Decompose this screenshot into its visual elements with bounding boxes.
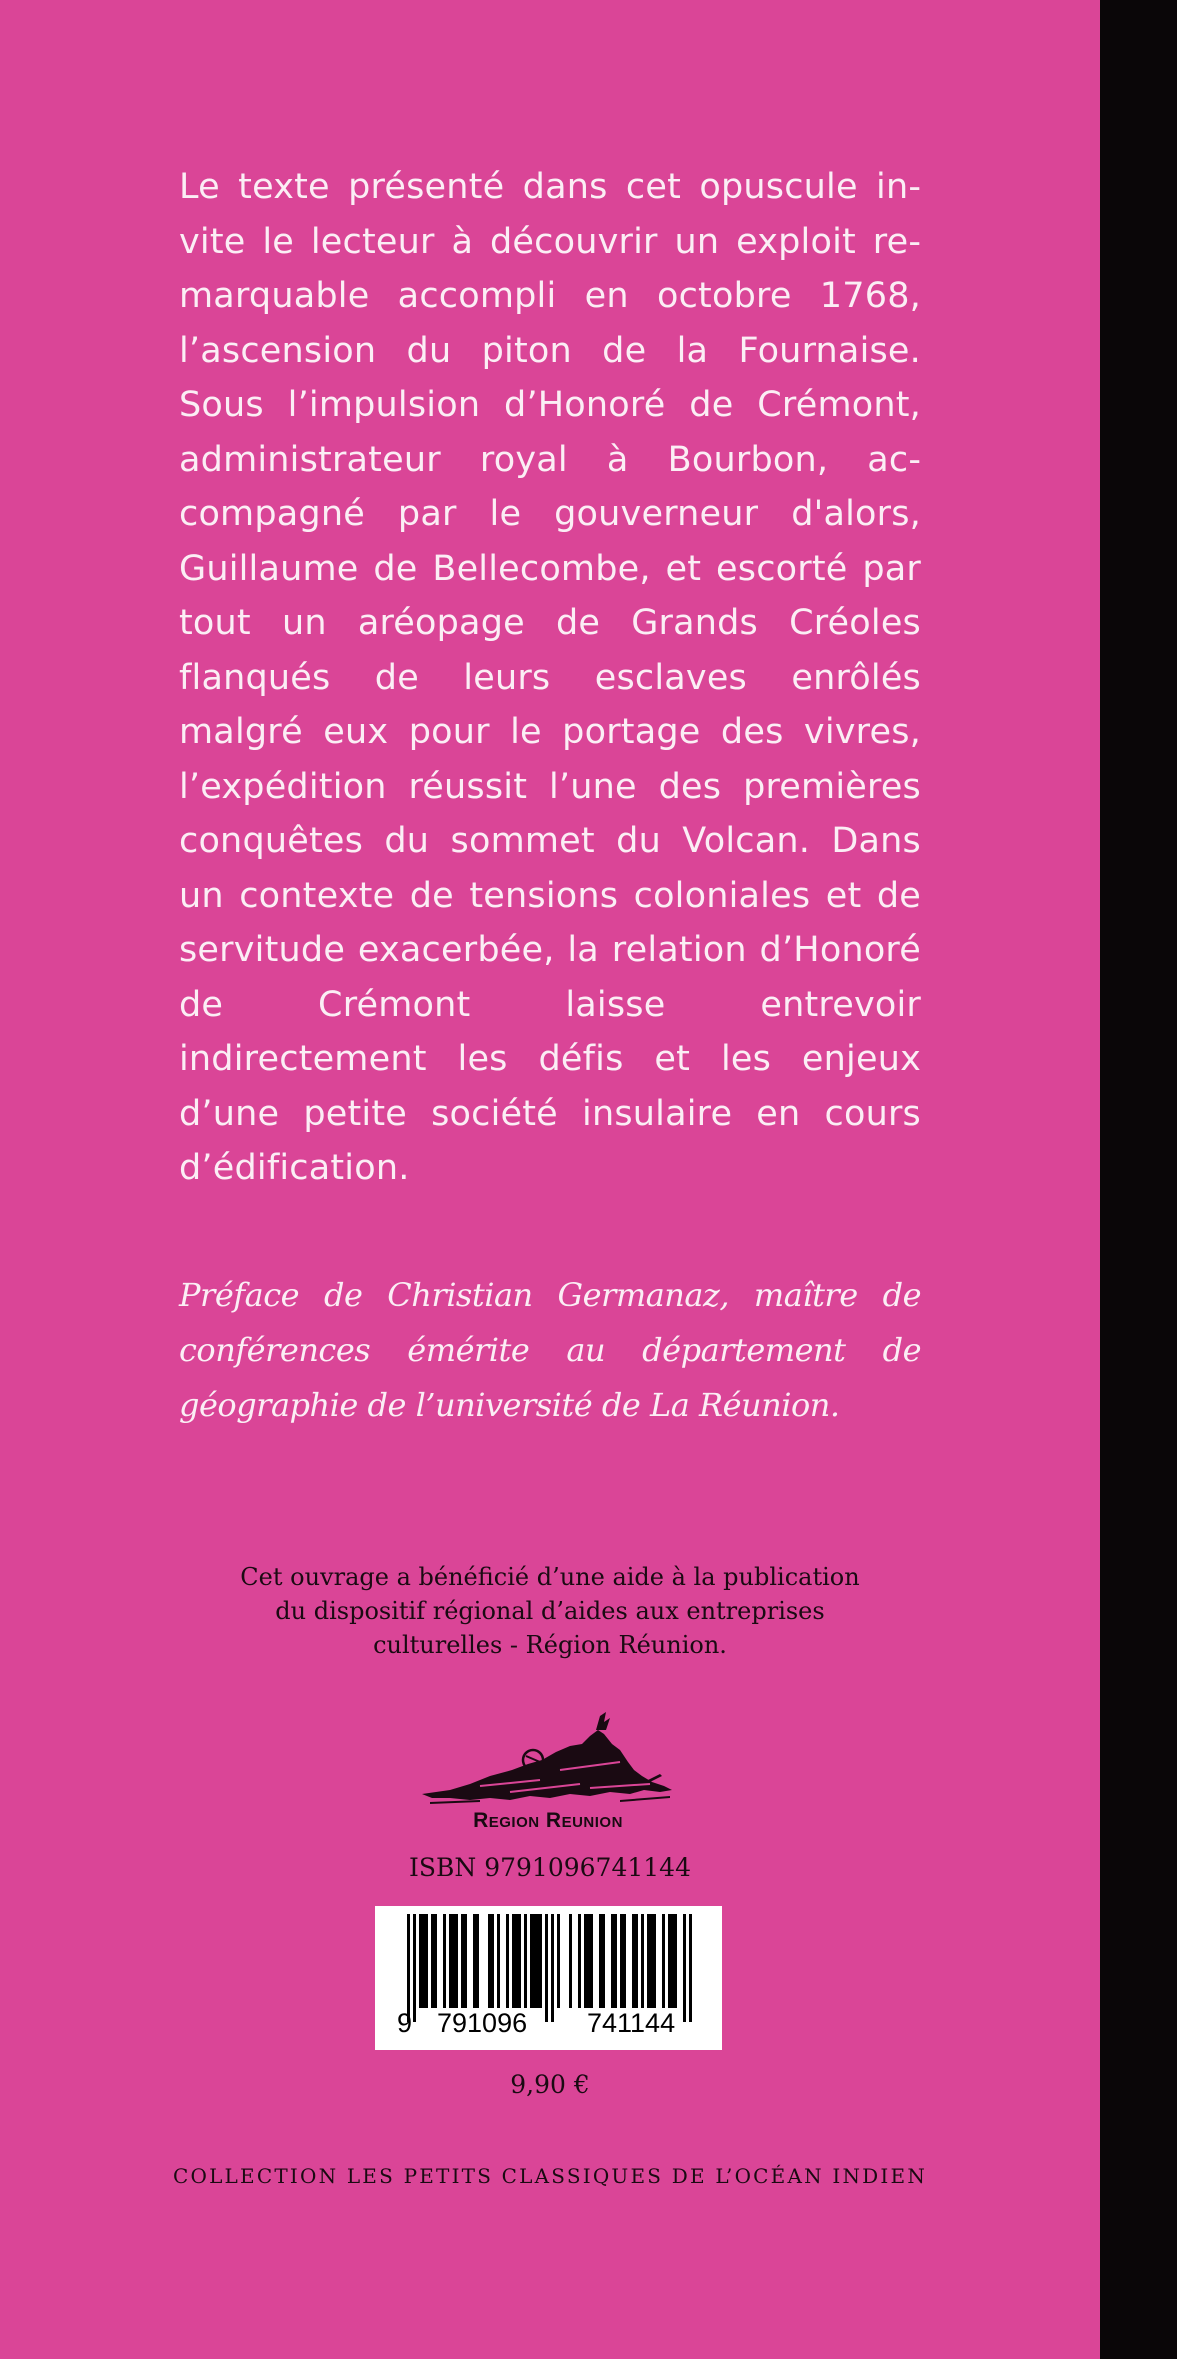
preface-note: Préface de Christian Germanaz, maître de conférences émérite au département de géographie de l’université de La Réunion. bbox=[179, 1276, 921, 1424]
barcode-bar bbox=[491, 1914, 494, 2008]
barcode-bar bbox=[689, 1914, 692, 2022]
barcode-bar bbox=[515, 1914, 518, 2008]
barcode-bar bbox=[569, 1914, 572, 2008]
barcode-bar bbox=[530, 1914, 533, 2008]
barcode-bar bbox=[590, 1914, 593, 2008]
barcode-bar bbox=[443, 1914, 446, 2008]
aid-line: du dispositif régional d’aides aux entreprises bbox=[275, 1597, 825, 1625]
barcode-bar bbox=[650, 1914, 653, 2008]
aid-line: culturelles - Région Réunion. bbox=[373, 1631, 727, 1659]
barcode-bar bbox=[407, 1914, 410, 2022]
region-reunion-logo bbox=[420, 1710, 676, 1834]
barcode-bar bbox=[524, 1914, 527, 2008]
barcode-bar bbox=[602, 1914, 605, 2008]
publication-aid-notice bbox=[200, 1560, 900, 1662]
barcode-bar bbox=[662, 1914, 665, 2008]
barcode-bar bbox=[623, 1914, 626, 2008]
logo-label: Region Reunion bbox=[473, 1809, 623, 1832]
barcode-digits-left: 791096 bbox=[437, 2008, 528, 2038]
barcode-digit-first: 9 bbox=[397, 2008, 413, 2038]
barcode-bar bbox=[533, 1914, 536, 2008]
barcode-bar bbox=[452, 1914, 455, 2008]
barcode-bar bbox=[668, 1914, 671, 2008]
barcode-bar bbox=[545, 1914, 548, 2022]
price: 9,90 € bbox=[510, 2070, 590, 2099]
barcode-bar bbox=[419, 1914, 422, 2008]
barcode-bar bbox=[578, 1914, 581, 2008]
barcode-bar bbox=[413, 1914, 416, 2022]
barcode-bar bbox=[497, 1914, 500, 2008]
barcode-bar bbox=[536, 1914, 539, 2008]
barcode-bar bbox=[461, 1914, 464, 2008]
barcode-bar bbox=[557, 1914, 560, 2008]
barcode-bar bbox=[671, 1914, 674, 2008]
barcode-bar bbox=[512, 1914, 515, 2008]
isbn-barcode bbox=[375, 1906, 722, 2050]
barcode-bar bbox=[599, 1914, 602, 2008]
barcode-bar bbox=[635, 1914, 638, 2008]
barcode-bar bbox=[674, 1914, 677, 2008]
barcode-bar bbox=[647, 1914, 650, 2008]
collection-title: COLLECTION LES PETITS CLASSIQUES DE L’OCÉAN INDIEN bbox=[172, 2164, 928, 2188]
barcode-bar bbox=[518, 1914, 521, 2008]
barcode-bar bbox=[434, 1914, 437, 2008]
barcode-bar bbox=[653, 1914, 656, 2008]
barcode-bar bbox=[455, 1914, 458, 2008]
isbn-label: ISBN 9791096741144 bbox=[409, 1853, 691, 1882]
barcode-bar bbox=[614, 1914, 617, 2008]
volcano-logo-icon bbox=[420, 1710, 676, 1810]
barcode-bar bbox=[476, 1914, 479, 2008]
spine-edge bbox=[1100, 0, 1177, 2359]
barcode-bar bbox=[584, 1914, 587, 2008]
barcode-bar bbox=[587, 1914, 590, 2008]
barcode-bar bbox=[464, 1914, 467, 2008]
barcode-bar bbox=[539, 1914, 542, 2008]
barcode-bar bbox=[425, 1914, 428, 2008]
aid-line: Cet ouvrage a bénéficié d’une aide à la publication bbox=[240, 1563, 860, 1591]
barcode-bar bbox=[641, 1914, 644, 2008]
barcode-bar bbox=[632, 1914, 635, 2008]
barcode-digits-right: 741144 bbox=[587, 2008, 676, 2038]
barcode-bar bbox=[683, 1914, 686, 2022]
blurb-text: Le texte présenté dans cet opuscule invite le lecteur à découvrir un exploit remarquable accompli en octobre 1768, l’ascension du piton de la Fournaise. Sous l’impulsion d’Honoré de Crémont, administrateur royal à Bourbon, accompagné par le gouverneur d'alors, Guillaume de Bellecombe, et escorté par tout un aréopage de Grands Créoles flanqués de leurs esclaves enrôlés malgré eux pour le portage des vivres, l’expédition réussit l’une des premières conquêtes du sommet du Volcan. Dans un contexte de tensions coloniales et de servitude exacerbée, la relation d’Honoré de Crémont laisse entrevoir indirectement les défis et les enjeux d’une petite société insulaire en cours d’édification. bbox=[179, 167, 921, 1188]
barcode-bar bbox=[473, 1914, 476, 2008]
barcode-bar bbox=[506, 1914, 509, 2008]
barcode-bar bbox=[551, 1914, 554, 2022]
barcode-bar bbox=[449, 1914, 452, 2008]
barcode-bar bbox=[431, 1914, 434, 2008]
barcode-bar bbox=[620, 1914, 623, 2008]
barcode-bar bbox=[422, 1914, 425, 2008]
barcode-bar bbox=[611, 1914, 614, 2008]
barcode-bar bbox=[488, 1914, 491, 2008]
